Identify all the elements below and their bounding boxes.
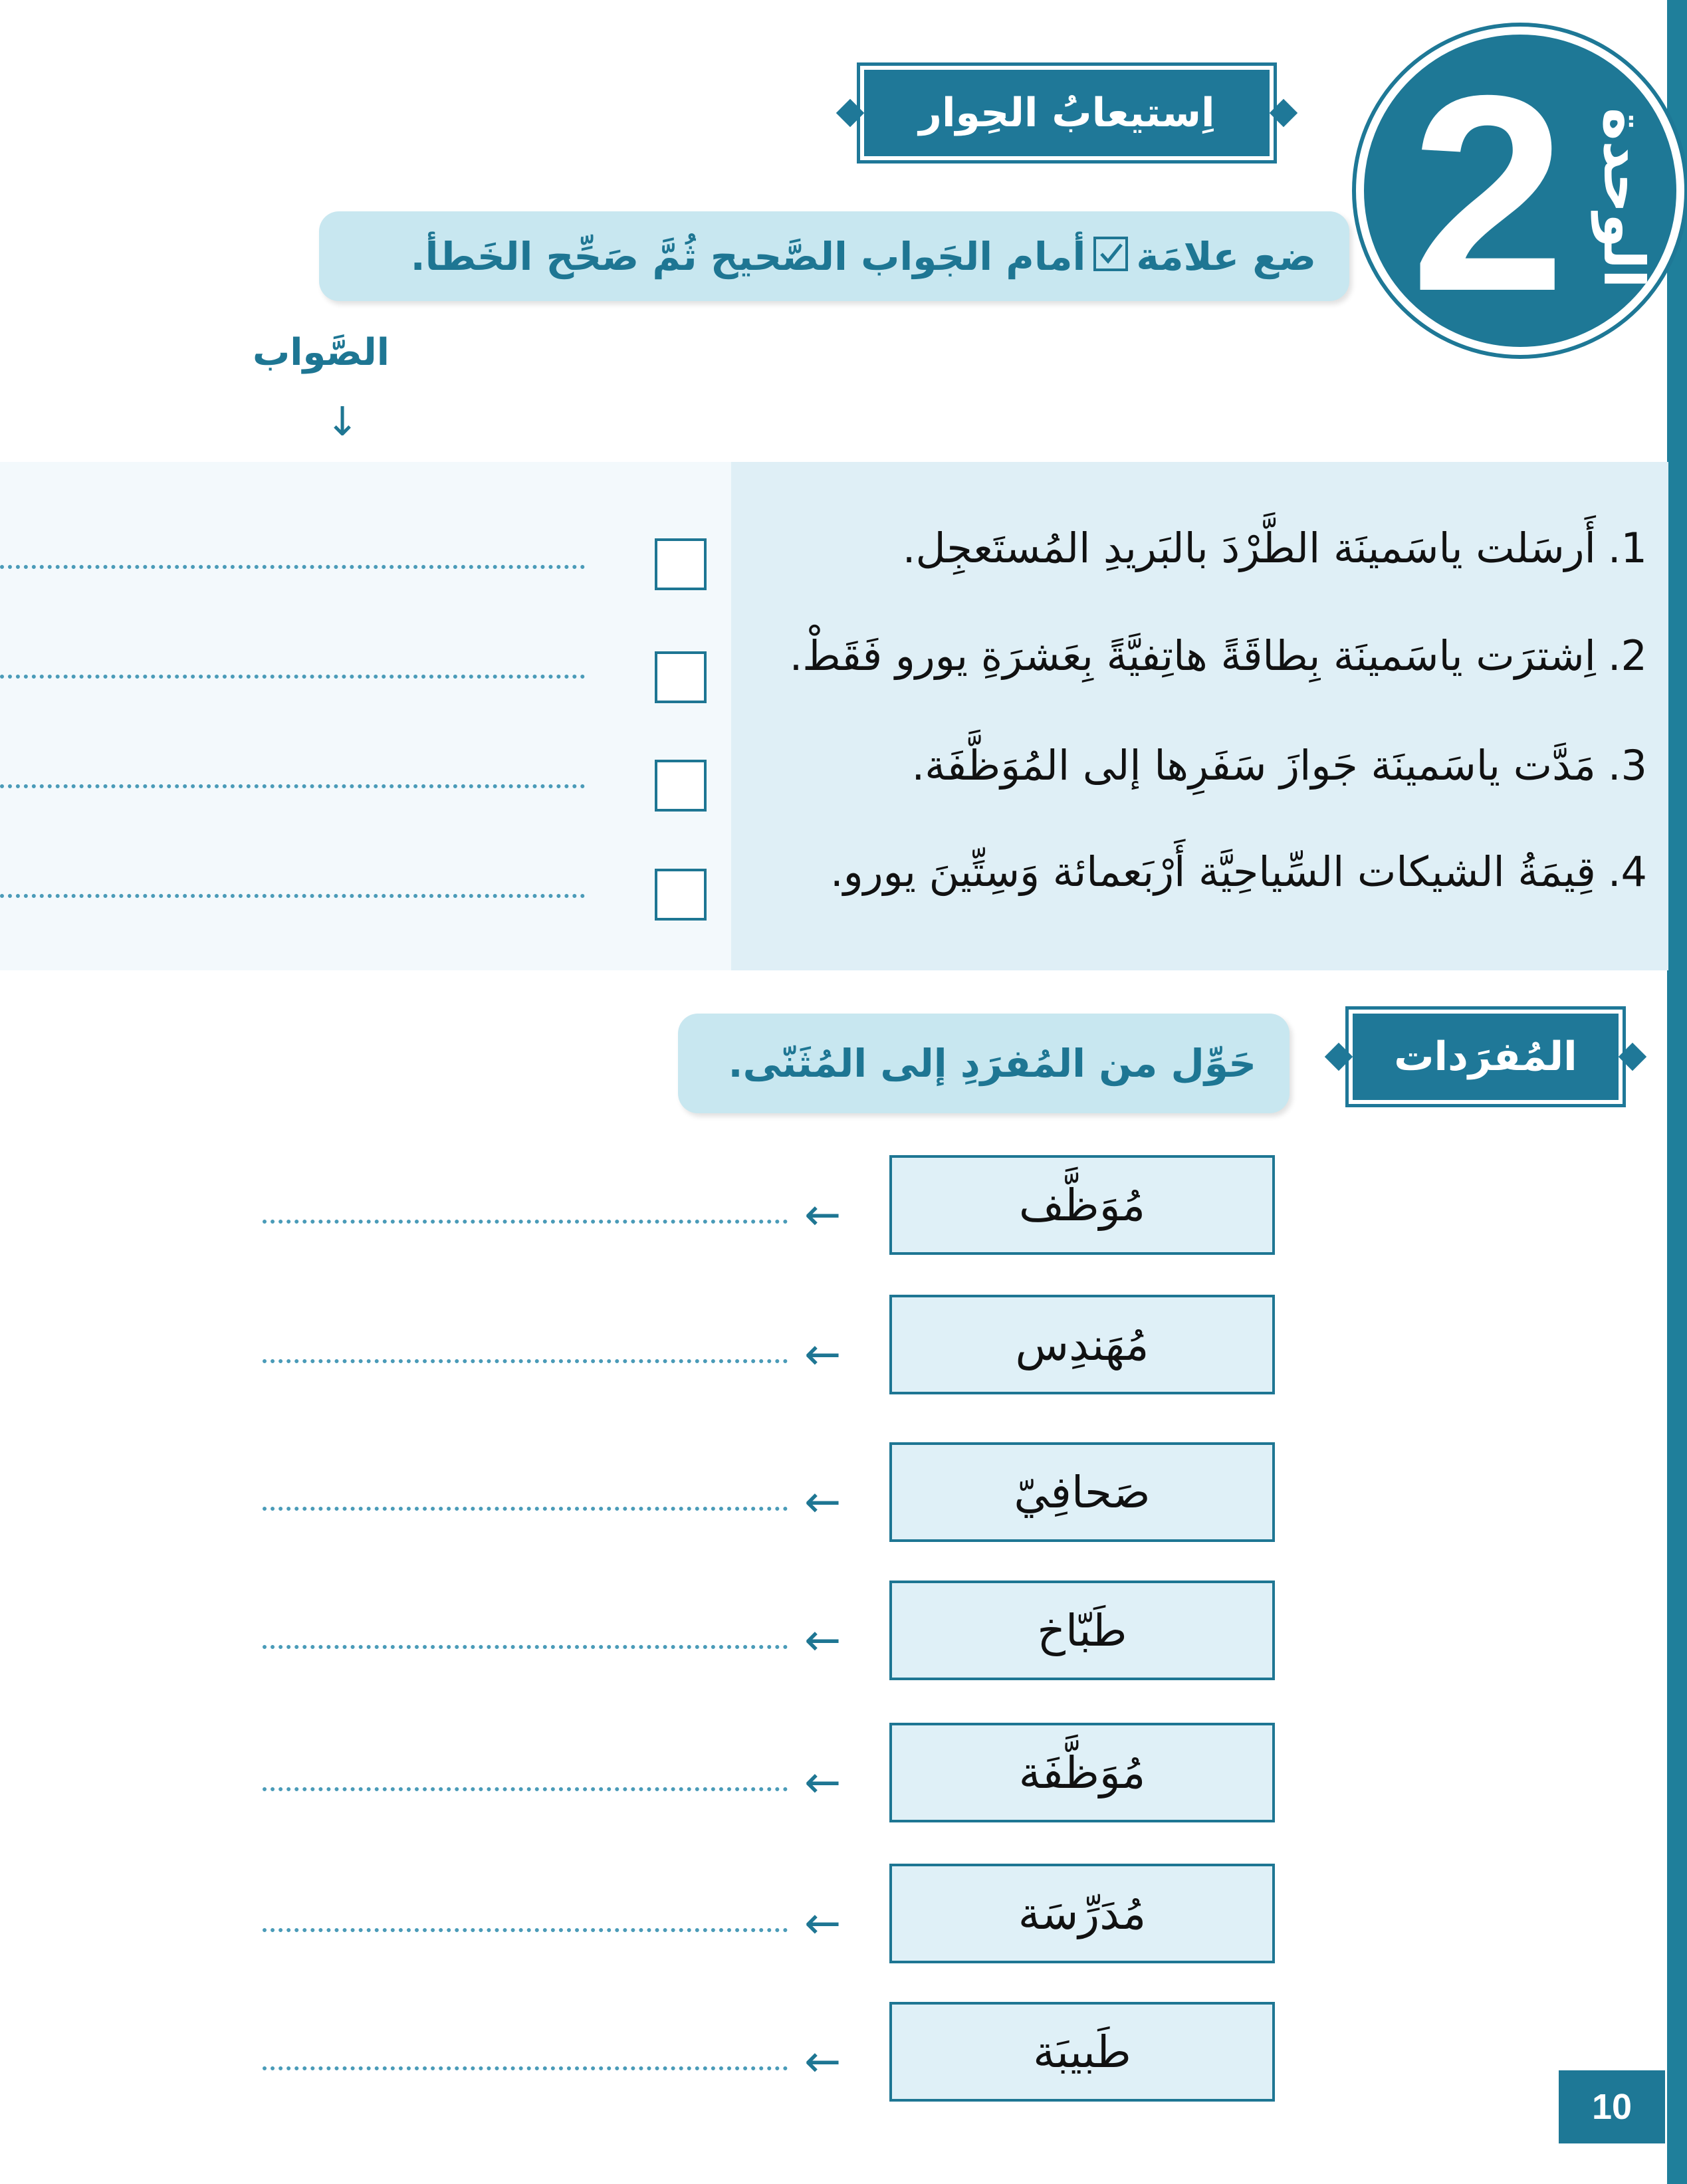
left-arrow-icon: ← <box>804 1614 842 1666</box>
word-box-5 <box>889 1723 1275 1822</box>
word-text: مُوَظَّفَة <box>1018 1747 1146 1799</box>
instruction-before: ضع علامَة <box>1136 233 1316 279</box>
word-box-6 <box>889 1864 1275 1963</box>
word-box-2 <box>889 1295 1275 1394</box>
left-arrow-icon: ← <box>804 2036 842 2087</box>
statement-text: اِشترَت ياسَمينَة بِطاقَةً هاتِفيَّةً بِعَشرَةِ يورو فَقَطْ. <box>789 631 1596 680</box>
statement-number: 4. <box>1607 847 1647 896</box>
word-text: صَحافِيّ <box>1014 1466 1151 1518</box>
answer-line-5[interactable] <box>263 1787 788 1791</box>
statement-3 <box>730 741 1647 790</box>
unit-number: 2 <box>1410 38 1566 350</box>
word-text: مُهَندِس <box>1015 1319 1149 1370</box>
word-text: طَبّاخ <box>1037 1604 1127 1656</box>
answer-line-2[interactable] <box>263 1359 788 1363</box>
statement-1 <box>730 524 1647 572</box>
left-arrow-icon: ← <box>804 1757 842 1808</box>
statement-text: قِيمَةُ الشيكات السِّياحِيَّة أَرْبَعمائة وَسِتِّينَ يورو. <box>830 847 1596 896</box>
correction-line-1[interactable] <box>0 565 585 569</box>
answer-line-4[interactable] <box>263 1645 788 1649</box>
statement-text: مَدَّت ياسَمينَة جَوازَ سَفَرِها إلى المُوَظَّفَة. <box>911 741 1596 790</box>
word-text: مُوَظَّف <box>1018 1179 1146 1231</box>
answer-line-1[interactable] <box>263 1220 788 1224</box>
down-arrow-icon: ↓ <box>326 399 360 445</box>
word-text: مُدَرِّسَة <box>1018 1888 1147 1939</box>
vocabulary-title-banner <box>1353 1014 1619 1100</box>
answer-checkbox-4[interactable] <box>655 869 707 921</box>
statement-4 <box>730 847 1647 896</box>
word-box-3 <box>889 1442 1275 1542</box>
left-arrow-icon: ← <box>804 1189 842 1240</box>
page-number: 10 <box>1559 2070 1665 2143</box>
left-arrow-icon: ← <box>804 1329 842 1380</box>
statement-text: أَرسَلت ياسَمينَة الطَّرْدَ بالبَريدِ المُستَعجِل. <box>902 524 1596 572</box>
comprehension-title-banner <box>864 70 1270 156</box>
dual-instruction-text: حَوِّل من المُفرَدِ إلى المُثَنّى. <box>728 1041 1256 1086</box>
unit-badge <box>1356 27 1684 355</box>
instruction-after: أمام الجَواب الصَّحيح ثُمَّ صَحِّح الخَطأ. <box>410 233 1086 279</box>
unit-word: الوحدة <box>1591 108 1656 288</box>
statement-number: 3. <box>1607 741 1647 790</box>
vocabulary-title: المُفرَدات <box>1394 1034 1577 1080</box>
dual-instruction <box>678 1014 1290 1113</box>
statement-number: 2. <box>1607 631 1647 680</box>
statement-2 <box>730 631 1647 680</box>
answer-checkbox-2[interactable] <box>655 651 707 703</box>
left-arrow-icon: ← <box>804 1898 842 1949</box>
left-arrow-icon: ← <box>804 1476 842 1527</box>
tick-instruction <box>319 211 1349 301</box>
checkbox-icon <box>1093 237 1128 271</box>
edge-stripe <box>1667 0 1687 2184</box>
answer-checkbox-3[interactable] <box>655 760 707 812</box>
answer-checkbox-1[interactable] <box>655 538 707 590</box>
correction-line-2[interactable] <box>0 675 585 679</box>
comprehension-title: اِستيعابُ الحِوار <box>919 90 1215 136</box>
answer-line-6[interactable] <box>263 1928 788 1932</box>
answer-line-7[interactable] <box>263 2066 788 2070</box>
word-text: طَبيبَة <box>1033 2026 1131 2078</box>
correction-line-4[interactable] <box>0 894 585 898</box>
word-box-7 <box>889 2002 1275 2102</box>
word-box-4 <box>889 1581 1275 1680</box>
word-box-1 <box>889 1155 1275 1255</box>
answer-line-3[interactable] <box>263 1507 788 1511</box>
correction-line-3[interactable] <box>0 784 585 788</box>
correct-answer-label: الصَّواب <box>253 331 390 374</box>
statement-number: 1. <box>1607 524 1647 572</box>
